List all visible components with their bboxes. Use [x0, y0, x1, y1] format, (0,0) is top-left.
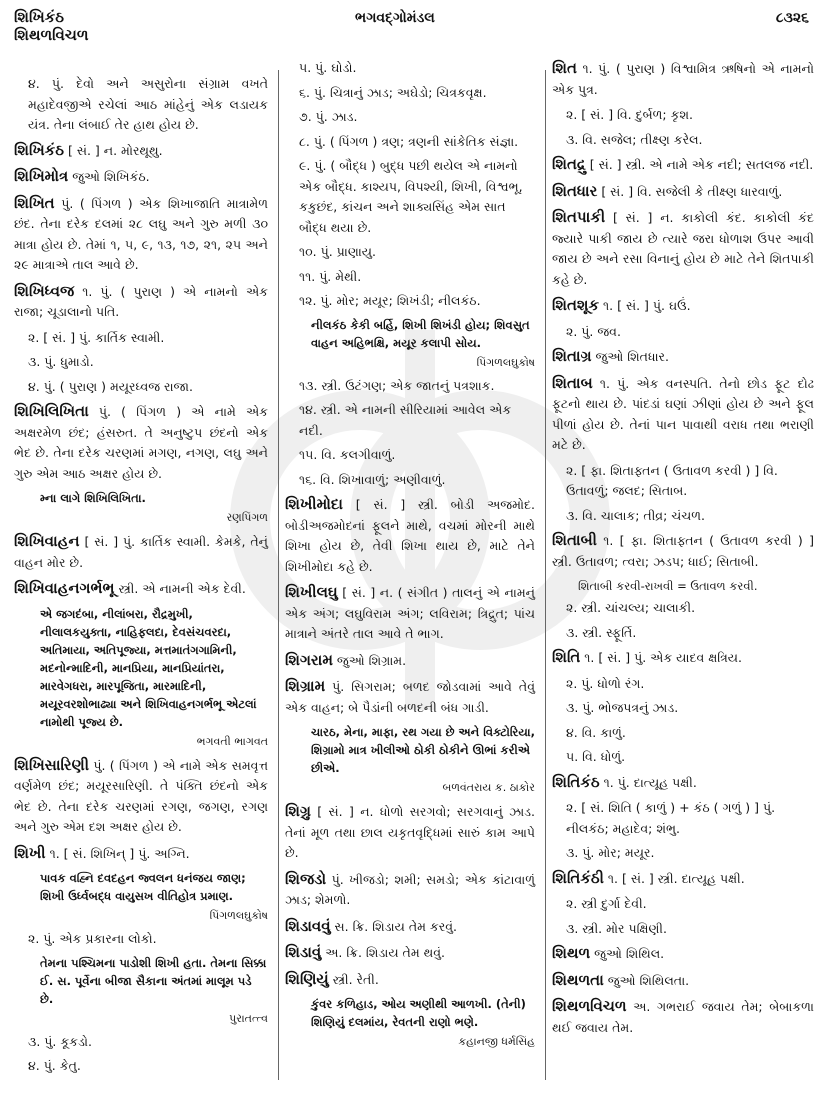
dictionary-entry: [14, 193, 268, 276]
headword: શિથળતા: [552, 970, 604, 989]
dictionary-entry: [552, 970, 814, 992]
sense: ૪. વિ. કાળું.: [566, 724, 626, 740]
sense: ૩. સ્ત્રી. સ્ફૂર્તિ.: [566, 624, 637, 640]
definition: જુઓ શિથિલતા.: [607, 972, 690, 988]
citation-quote: એ જગદંબા, નીલાંબરા, રૌદ્રમુખી, નીલાલકયુક્તા, નાહિફલદા, દેવસંચવરદા, અતિમાયા, અતિપૂજ્યા, મત્તમાતંગગામિની, મદનોન્માદિની, માનપ્રિયા, માનપ્રિયાંતરા, મારવેગધરા, મારપૂજિતા, મારમાદિની, મયૂરવરશોભાઢ્યા અને શિખિવાહનગર્ભભૂ એટલાં નામોથી પૂજ્ય છે.: [40, 606, 257, 729]
headword: શિતિ: [552, 648, 581, 666]
definition: પું. સિગરામ; બળદ જોડવામાં આવે તેવું એક વાહન; બે પૈડાંની બળદની બંધ ગાડી.: [285, 679, 535, 715]
citation-quote: તેમના પશ્ચિમના પાડોશી શિખી હતા. તેમના સિક્કા ઈ. સ. પૂર્વેના બીજા સૈકાના અંતમાં માલૂમ પડે છે.: [40, 955, 267, 1006]
headword: શિખીલઘુ: [285, 583, 338, 601]
dictionary-entry: [285, 494, 535, 577]
dictionary-entry: [285, 942, 535, 964]
definition: [ સં. ] ન. કાકોલી કંદ. કાકોલી કંદ જ્યારે પાકી જાય છે ત્યારે જરા ધોળાશ ઉપર આવી જાય છે અને રસા વિનાનું હોય છે માટે તેને શિતપાકી કહે છે.: [552, 210, 814, 287]
page-number: ૮૩૨૬: [775, 10, 809, 26]
headword: શિખિસારિણી: [14, 755, 90, 774]
sense: ૨. [ ફા. શિતાફ્તન ( ઉતાવળ કરવી ) ] વિ. ઉતાવળું; જલદ; સિતાબ.: [566, 462, 778, 498]
sense: ૫. પું. ઘોડો.: [299, 60, 357, 75]
headword: શિતશૂક: [552, 296, 600, 314]
header-title: ભગવદ્ગોમંડલ: [355, 10, 435, 26]
definition: [ સં. ] પું. કાર્તિક સ્વામી. કેમકે, તેનું વાહન મોર છે.: [14, 534, 268, 570]
headword: શિખિમોત્ર: [14, 167, 69, 185]
dictionary-entry: [552, 772, 814, 794]
headword: શિજડો: [285, 869, 327, 888]
citation-quote: કુંવર કળિહાડ, ઓય અણીથી આળખી. (તેની) શિણિયું દલમાંય, રેવતની રાણો ભણે.: [311, 997, 526, 1029]
definition: [ સં. ] સ્ત્રી. બોડી અજમોદ. બોડીઅજમોદનાં ફૂલને માથે, વચમાં મોરની માથે શિખા હોય છે, તેવી શિખા થાય છે, માટે તેને શિખીમોદા કહે છે.: [285, 497, 535, 574]
header-guide-words: [14, 8, 89, 44]
dictionary-entry: [552, 58, 814, 100]
headword: શિખિધ્વજ: [14, 281, 75, 300]
headword: શિતાગ્ર: [552, 347, 592, 365]
column-divider: [545, 70, 546, 1080]
citation-source: રણપિંગળ: [226, 511, 268, 524]
definition: પું. ( પિંગળ ) એક શિખાજાતિ માત્રામેળ છંદ. તેના દરેક દલમાં ૨૮ લઘુ અને ગુરુ મળી ૩૦ માત્રા હોય છે. તેમાં ૧, ૫, ૯, ૧૩, ૧૭, ૨૧, ૨૫ અને ૨૯ માત્રાએ તાલ આવે છે.: [14, 195, 268, 272]
definition: પું. ( પિંગળ ) એ નામે એક સમવૃત્ત વર્ણમેળ છંદ; મયૂરસારિણી. તે પંક્તિ છંદનો એક ભેદ છે. તેના દરેક ચરણમાં રગણ, જગણ, રગણ અને ગુરુ એમ દશ અક્ષર હોય છે.: [14, 757, 269, 834]
definition: અ. ગભરાઈ જવાય તેમ; બેબાકળા થઈ જવાય તેમ.: [552, 999, 814, 1035]
dictionary-entry: [552, 373, 814, 456]
sense: ૨. પું. એક પ્રકારના લોકો.: [28, 931, 157, 946]
definition: [ સં. ] ન. ( સંગીત ) તાલનું એ નામનું એક અંગ; લઘુવિરામ અંગ; લવિરામ; ત્રિદ્રુત; પાંચ માત્રાને અંતરે તાલ આવે તે ભાગ.: [285, 585, 535, 641]
dictionary-entry: [14, 281, 268, 323]
sense: ૩. પું. ધુમાડો.: [28, 354, 94, 369]
sense: ૧૪. સ્ત્રી. એ નામની સીરિયામાં આવેલ એક નદી.: [299, 402, 512, 438]
sense: ૫. વિ. ધોળું.: [566, 749, 626, 764]
definition: સ. ક્રિ. શિડાય તેમ કરવું.: [334, 918, 457, 934]
citation-source: પિંગળલઘુકોષ: [476, 355, 535, 369]
definition: [ સં. ] ન. મોરથૂથુ.: [67, 142, 163, 158]
dictionary-entry: [552, 943, 814, 965]
definition: પું. ખીજડો; શમી; સમડો; એક કાંટાવાળું ઝાડ; શેમળો.: [285, 871, 535, 907]
dictionary-entry: [14, 166, 268, 188]
sense: ૩. પું. કૂકડો.: [28, 1033, 92, 1049]
sense: ૬. પું. ચિત્રાનું ઝાડ; અઘેડો; ચિત્રકવૃક્ષ.: [299, 84, 487, 100]
headword: શિતદ્રુ: [552, 155, 586, 173]
headword: શિતાબ: [552, 373, 593, 392]
headword: શિતાબી: [552, 531, 597, 549]
dictionary-entry: [285, 582, 535, 645]
sense: ૯. પું. ( બૌદ્ધ ) બુદ્ધ પછી થયેલ એ નામનો એક બૌદ્ધ. કાશ્યપ, વિપશ્યી, શિખી, વિશ્વભૂ, કકુછંદ, કાંચન અને શાક્યસિંહ એમ સાત બૌદ્ધ થયા છે.: [299, 158, 523, 235]
definition: ૧. પું. દાત્યૂહ પક્ષી.: [603, 774, 697, 790]
dictionary-entry: [552, 647, 814, 669]
headword: શિગ્રામ: [285, 677, 326, 695]
dictionary-entry: [285, 969, 535, 991]
sense: ૩. વિ. સજેલ; તીક્ષ્ણ કરેલ.: [566, 131, 703, 147]
definition: ૧. [ સં. ] સ્ત્રી. દાત્યૂહ પક્ષી.: [607, 870, 745, 886]
citation-quote: મ્ના લાગે શિખિલિખિતા.: [40, 491, 146, 505]
citation-source: કહાનજી ધર્મસિંહ: [458, 1035, 535, 1048]
sense: ૪. પું. કેતુ.: [28, 1058, 81, 1073]
definition: અ. ક્રિ. શિડાય તેમ થવું.: [325, 945, 445, 960]
dictionary-entry: [552, 295, 814, 317]
sense: ૮. પું. ( પિંગળ ) ત્રણ; ત્રણની સાંકેતિક સંજ્ઞા.: [299, 133, 519, 149]
phrase: શિતાબી કરવી-રાખવી = ઉતાવળ કરવી.: [578, 579, 758, 593]
sense: ૨. [ સં. શિતિ ( કાળું ) + કંઠ ( ગળું ) ] પું. નીલકંઠ; મહાદેવ; શંભુ.: [566, 800, 776, 836]
sense: ૨. પું. ધોળો રંગ.: [566, 675, 645, 691]
headword: શિખિકંઠ: [14, 140, 64, 159]
definition: જુઓ શિખિકંઠ.: [72, 169, 150, 184]
dictionary-entry: [285, 916, 535, 938]
sense: ૨. સ્ત્રી. ચાંચલ્ય; ચાલાકી.: [566, 600, 696, 615]
sense: ૩. સ્ત્રી. મોર પક્ષિણી.: [566, 920, 667, 936]
citation-quote: નીલકંઠ કેકી બર્હિ, શિખી શિખંડી હોય; શિવસુત વાહન અહિભક્ષિ, મયૂર કલાપી સોય.: [311, 317, 530, 350]
headword: શિણિયું: [285, 969, 329, 988]
column-divider: [278, 70, 279, 1080]
dictionary-entry: [285, 676, 535, 718]
dictionary-entry: [552, 346, 814, 368]
column-1: [14, 54, 268, 1081]
citation-quote: પાવક વહ્નિ દવદહન જ્વલન ધનંજય જાણ; શિખી ઉર્ધ્વબદ્ધ વાયુસખ વીતિહોત્ર પ્રમાણ.: [40, 871, 246, 903]
headword: શિખિત: [14, 193, 55, 212]
guide-word-last: શિથળવિચળ: [14, 26, 89, 44]
dictionary-entry: [552, 154, 814, 176]
sense: ૨. સ્ત્રી દુર્ગા દેવી.: [566, 896, 647, 911]
headword: શિત: [552, 59, 577, 77]
sense: ૧૦. પું. પ્રાણાયુ.: [299, 244, 377, 259]
sense: ૩. પું. મોર; મયૂર.: [566, 845, 655, 860]
definition: ૧. પું. એક વનસ્પતિ. તેનો છોડ ફૂટ દોઢ ફૂટનો થાય છે. પાંદડાં ઘણાં ઝીણાં હોય છે અને ફૂલ પીળાં હોય છે. તેનાં પાન પાવાથી વરાધ તથા ભરાણી મટે છે.: [552, 375, 814, 452]
dictionary-entry: [552, 181, 814, 203]
dictionary-entry: [14, 755, 268, 838]
sense: ૨. [ સં. ] વિ. દુર્બળ; કૃશ.: [566, 107, 694, 122]
definition: જુઓ શિગ્રામ.: [336, 652, 407, 668]
sense: ૧૨. પું. મોર; મયૂર; શિખંડી; નીલકંઠ.: [299, 293, 481, 308]
sense: ૨. [ સં. ] પું. કાર્તિક સ્વામી.: [28, 329, 165, 345]
sense: ૩. વિ. ચાલાક; તીવ્ર; ચંચળ.: [566, 507, 705, 523]
headword: શિડાવવું: [285, 916, 331, 935]
definition: જુઓ શિતધાર.: [595, 349, 669, 364]
definition: [ સં. ] વિ. સજેલી કે તીક્ષ્ણ ધારવાળું.: [601, 183, 783, 199]
sense: ૩. પું. ભોજપત્રનું ઝાડ.: [566, 700, 679, 715]
sense: ૧૩. સ્ત્રી. ઉટંગણ; એક જાતનું પત્રશાક.: [299, 377, 495, 393]
sense: ૨. પું. જવ.: [566, 323, 621, 339]
headword: શિખી: [14, 843, 46, 862]
sense: ૧૬. વિ. શિખાવાળું; અણીવાળું.: [299, 471, 446, 487]
headword: શિથળવિચળ: [552, 997, 627, 1015]
dictionary-entry: [552, 530, 814, 572]
dictionary-entry: [285, 869, 535, 911]
headword: શિડાવું: [285, 943, 322, 961]
citation-source: પિંગળલઘુકોષ: [209, 909, 268, 922]
guide-word-first: શિખિકંઠ: [14, 8, 64, 26]
definition: [ સં. ] ન. ધોળો સરગવો; સરગવાનું ઝાડ. તેનાં મૂળ તથા છાલ યકૃતવૃદ્ધિમાં સારું કામ આપે છે.: [285, 804, 535, 860]
dictionary-entry: [14, 531, 268, 573]
definition: ૧. [ સં. ] પું. ઘઉં.: [603, 298, 691, 313]
definition: સ્ત્રી. રેતી.: [332, 971, 379, 987]
citation-source: બળવંતરાય ક. ઠાકોર: [442, 781, 535, 794]
headword: શિતપાકી: [552, 208, 606, 226]
dictionary-entry: [285, 801, 535, 864]
definition: જુઓ શિથિલ.: [594, 946, 665, 961]
definition: [ સં. ] સ્ત્રી. એ નામે એક નદી; સતલજ નદી.: [589, 157, 814, 172]
dictionary-entry: [14, 401, 268, 484]
sense: ૧૫. વિ. કલગીવાળું.: [299, 447, 396, 462]
definition: પું. ( પિંગળ ) એ નામે એક અક્ષરમેળ છંદ; હંસરુત. તે અનુષ્ટુપ છંદનો એક ભેદ છે. તેના દરેક ચરણમાં મગણ, નગણ, લઘુ અને ગુરુ એમ આઠ અક્ષર હોય છે.: [14, 404, 268, 481]
dictionary-entry: [552, 207, 814, 290]
dictionary-entry: [14, 843, 268, 865]
citation-source: ભગવતી ભાગવત: [196, 734, 268, 748]
definition: ૧. [ ફા. શિતાફ્તન ( ઉતાવળ કરવી ) ] સ્ત્રી. ઉતાવળ; ત્વરા; ઝડપ; ધાઈ; સિતાબી.: [552, 533, 814, 569]
headword: શિગ્રુ: [285, 802, 311, 820]
definition: ૧. પું. ( પુરાણ ) વિશ્વામિત્ર ઋષિનો એ નામનો એક પુત્ર.: [552, 61, 814, 97]
headword: શિતધાર: [552, 181, 598, 200]
definition: ૧. પું. ( પુરાણ ) એ નામનો એક રાજા; ચૂડાલાનો પતિ.: [14, 283, 268, 319]
column-3: [552, 58, 814, 1043]
sense: ૪. પું. ( પુરાણ ) મયૂરધ્વજ રાજા.: [28, 378, 193, 394]
dictionary-entry: [14, 578, 268, 600]
sense: ૭. પું. ઝાડ.: [299, 109, 358, 124]
definition: સ્ત્રી. એ નામની એક દેવી.: [118, 581, 246, 596]
dictionary-entry: [14, 140, 268, 162]
headword: શિખિલિખિતા: [14, 402, 89, 420]
citation-quote: ચારઠ, મેના, માફા, રથ ગયા છે અને વિક્ટોરિયા, શિગ્રામો માત્ર ખીલીઓ ઠોકી ઠોકીને ઊભાં કરીએ છીએ.: [311, 725, 535, 775]
dictionary-entry: [285, 650, 535, 672]
dictionary-entry: [552, 868, 814, 890]
headword: શિથળ: [552, 944, 591, 962]
headword: શિતિકંઠ: [552, 772, 600, 791]
dictionary-entry: [552, 996, 814, 1038]
headword: શિખીમોદા: [285, 495, 343, 513]
headword: શિખિવાહન: [14, 532, 80, 550]
definition: ૧. [ સં. શિખિન્ ] પું. અગ્નિ.: [49, 845, 190, 861]
sense: ૧૧. પું. મેથી.: [299, 268, 362, 284]
headword: શિગરામ: [285, 650, 333, 669]
sense: ૪. પું. દેવો અને અસુરોના સંગ્રામ વખતે મહાદેવજીએ રચેલાં આઠ માંહેનું એક લડાયક યંત્ર. તેના લંબાઈ તેર હાથ હોય છે.: [28, 76, 268, 132]
definition: ૧. [ સં. ] પું. એક યાદવ ક્ષત્રિય.: [584, 650, 743, 665]
column-2: [285, 58, 535, 1055]
headword: શિતિકંઠી: [552, 868, 604, 887]
headword: શિખિવાહનગર્ભભૂ: [14, 579, 115, 597]
citation-source: પુરાતત્ત્વ: [229, 1011, 268, 1025]
